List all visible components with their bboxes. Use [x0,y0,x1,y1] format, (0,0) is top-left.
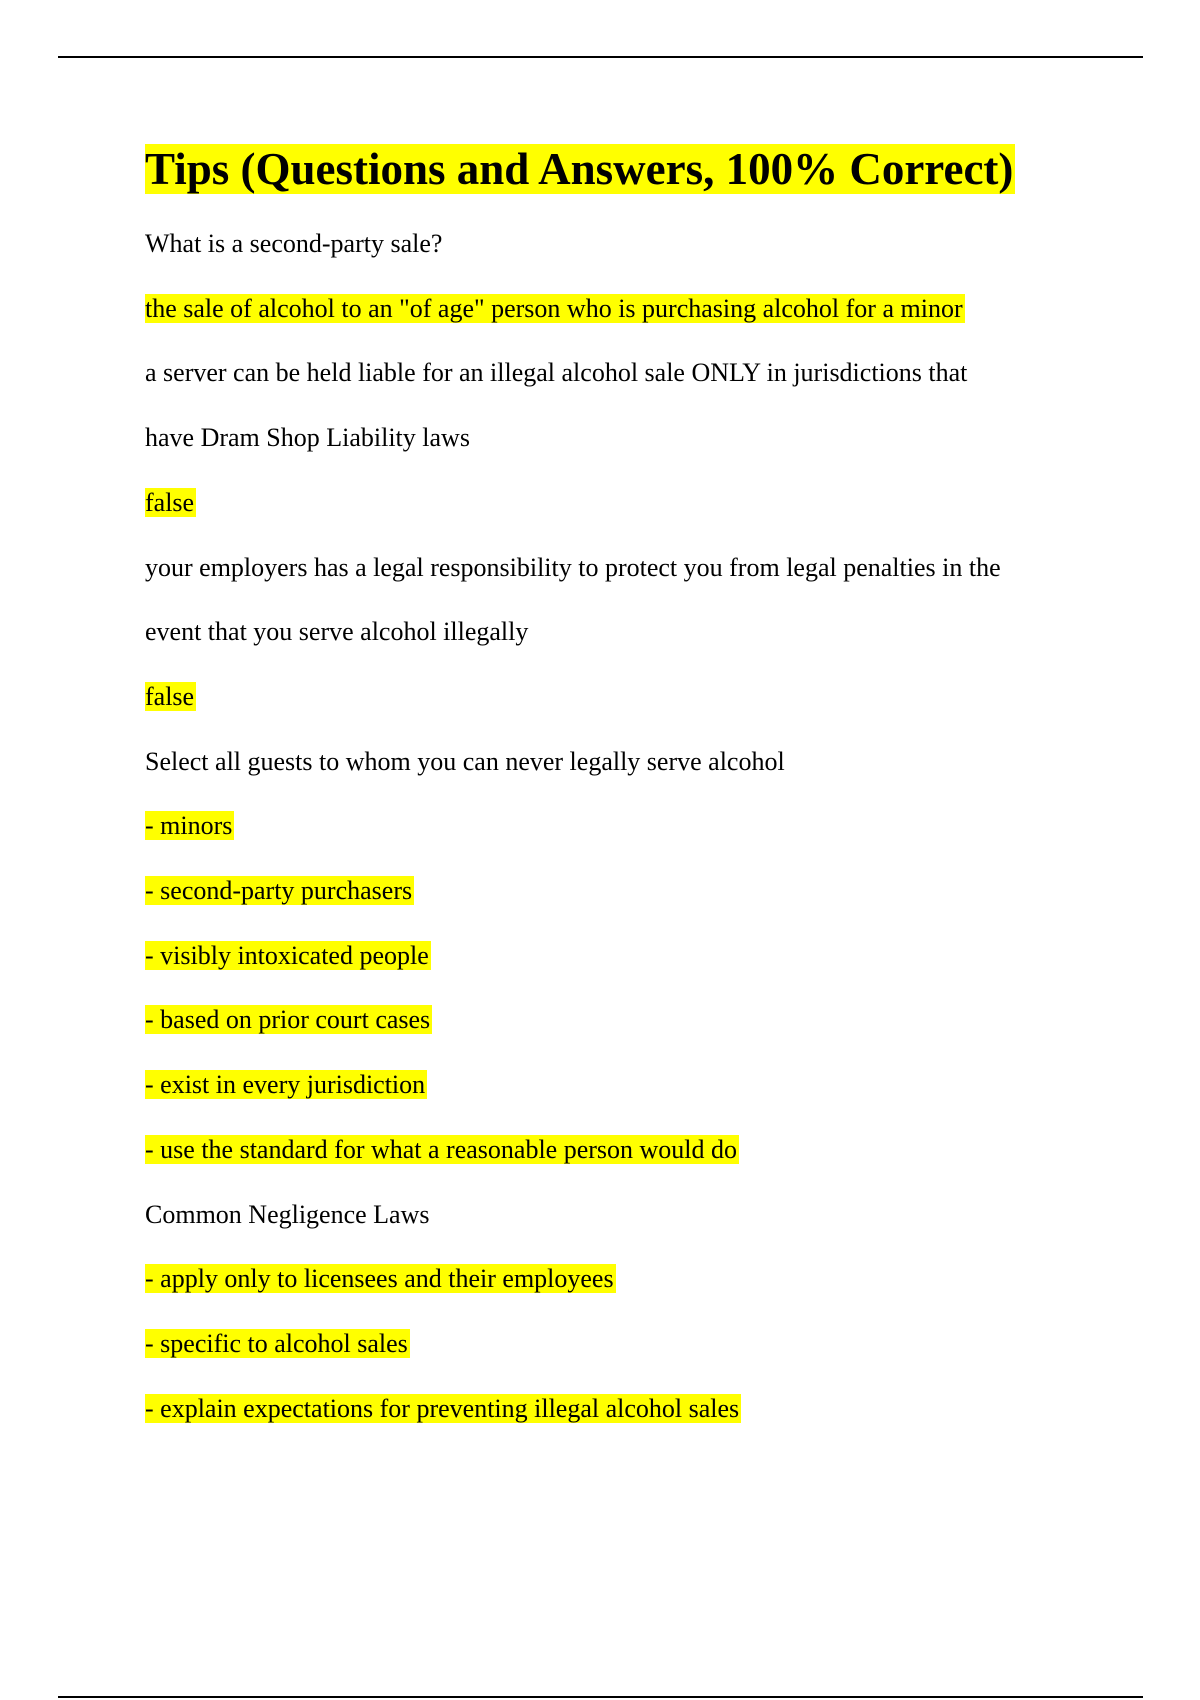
answer-line [145,1067,427,1103]
question-line [145,355,967,391]
answer-line [145,485,196,521]
bottom-rule [58,1696,1143,1698]
question-text: Select all guests to whom you can never legally serve alcohol [145,746,785,776]
question-line [145,420,470,456]
question-line [145,1197,430,1233]
document-title-text: Tips (Questions and Answers, 100% Correct) [145,144,1014,194]
answer-text: - use the standard for what a reasonable person would do [145,1134,738,1164]
answer-text: - based on prior court cases [145,1005,431,1035]
question-text: event that you serve alcohol illegally [145,617,529,647]
document-title [145,140,1145,198]
answer-line [145,1132,739,1168]
answer-text: - exist in every jurisdiction [145,1070,426,1100]
answer-text: - explain expectations for preventing illegal alcohol sales [145,1393,740,1423]
answer-text: false [145,681,195,711]
answer-line [145,938,431,974]
question-line [145,550,1001,586]
answer-line [145,808,234,844]
question-line [145,614,528,650]
answer-text: - specific to alcohol sales [145,1328,408,1358]
document-body [145,140,1145,1423]
answer-line [145,1002,432,1038]
question-text: What is a second-party sale? [145,229,443,258]
question-line [145,226,442,262]
question-line [145,744,785,780]
question-text: your employers has a legal responsibility to protect you from legal penalties in the [145,552,1001,582]
answer-text: false [145,487,195,517]
answer-text: - second-party purchasers [145,876,413,905]
answer-line [145,1261,616,1297]
answer-text: - apply only to licensees and their employees [145,1264,614,1294]
top-rule [58,56,1143,58]
answer-line [145,1326,410,1362]
answer-text: - visibly intoxicated people [145,940,429,970]
question-text: Common Negligence Laws [145,1199,430,1229]
answer-line [145,1391,741,1427]
answer-line [145,873,414,909]
answer-line [145,291,965,327]
answer-line [145,679,196,715]
answer-text: the sale of alcohol to an "of age" person who is purchasing alcohol for a minor [145,293,963,323]
question-text: have Dram Shop Liability laws [145,423,470,453]
question-text: a server can be held liable for an illegal alcohol sale ONLY in jurisdictions that [145,358,968,388]
answer-text: - minors [145,811,233,841]
